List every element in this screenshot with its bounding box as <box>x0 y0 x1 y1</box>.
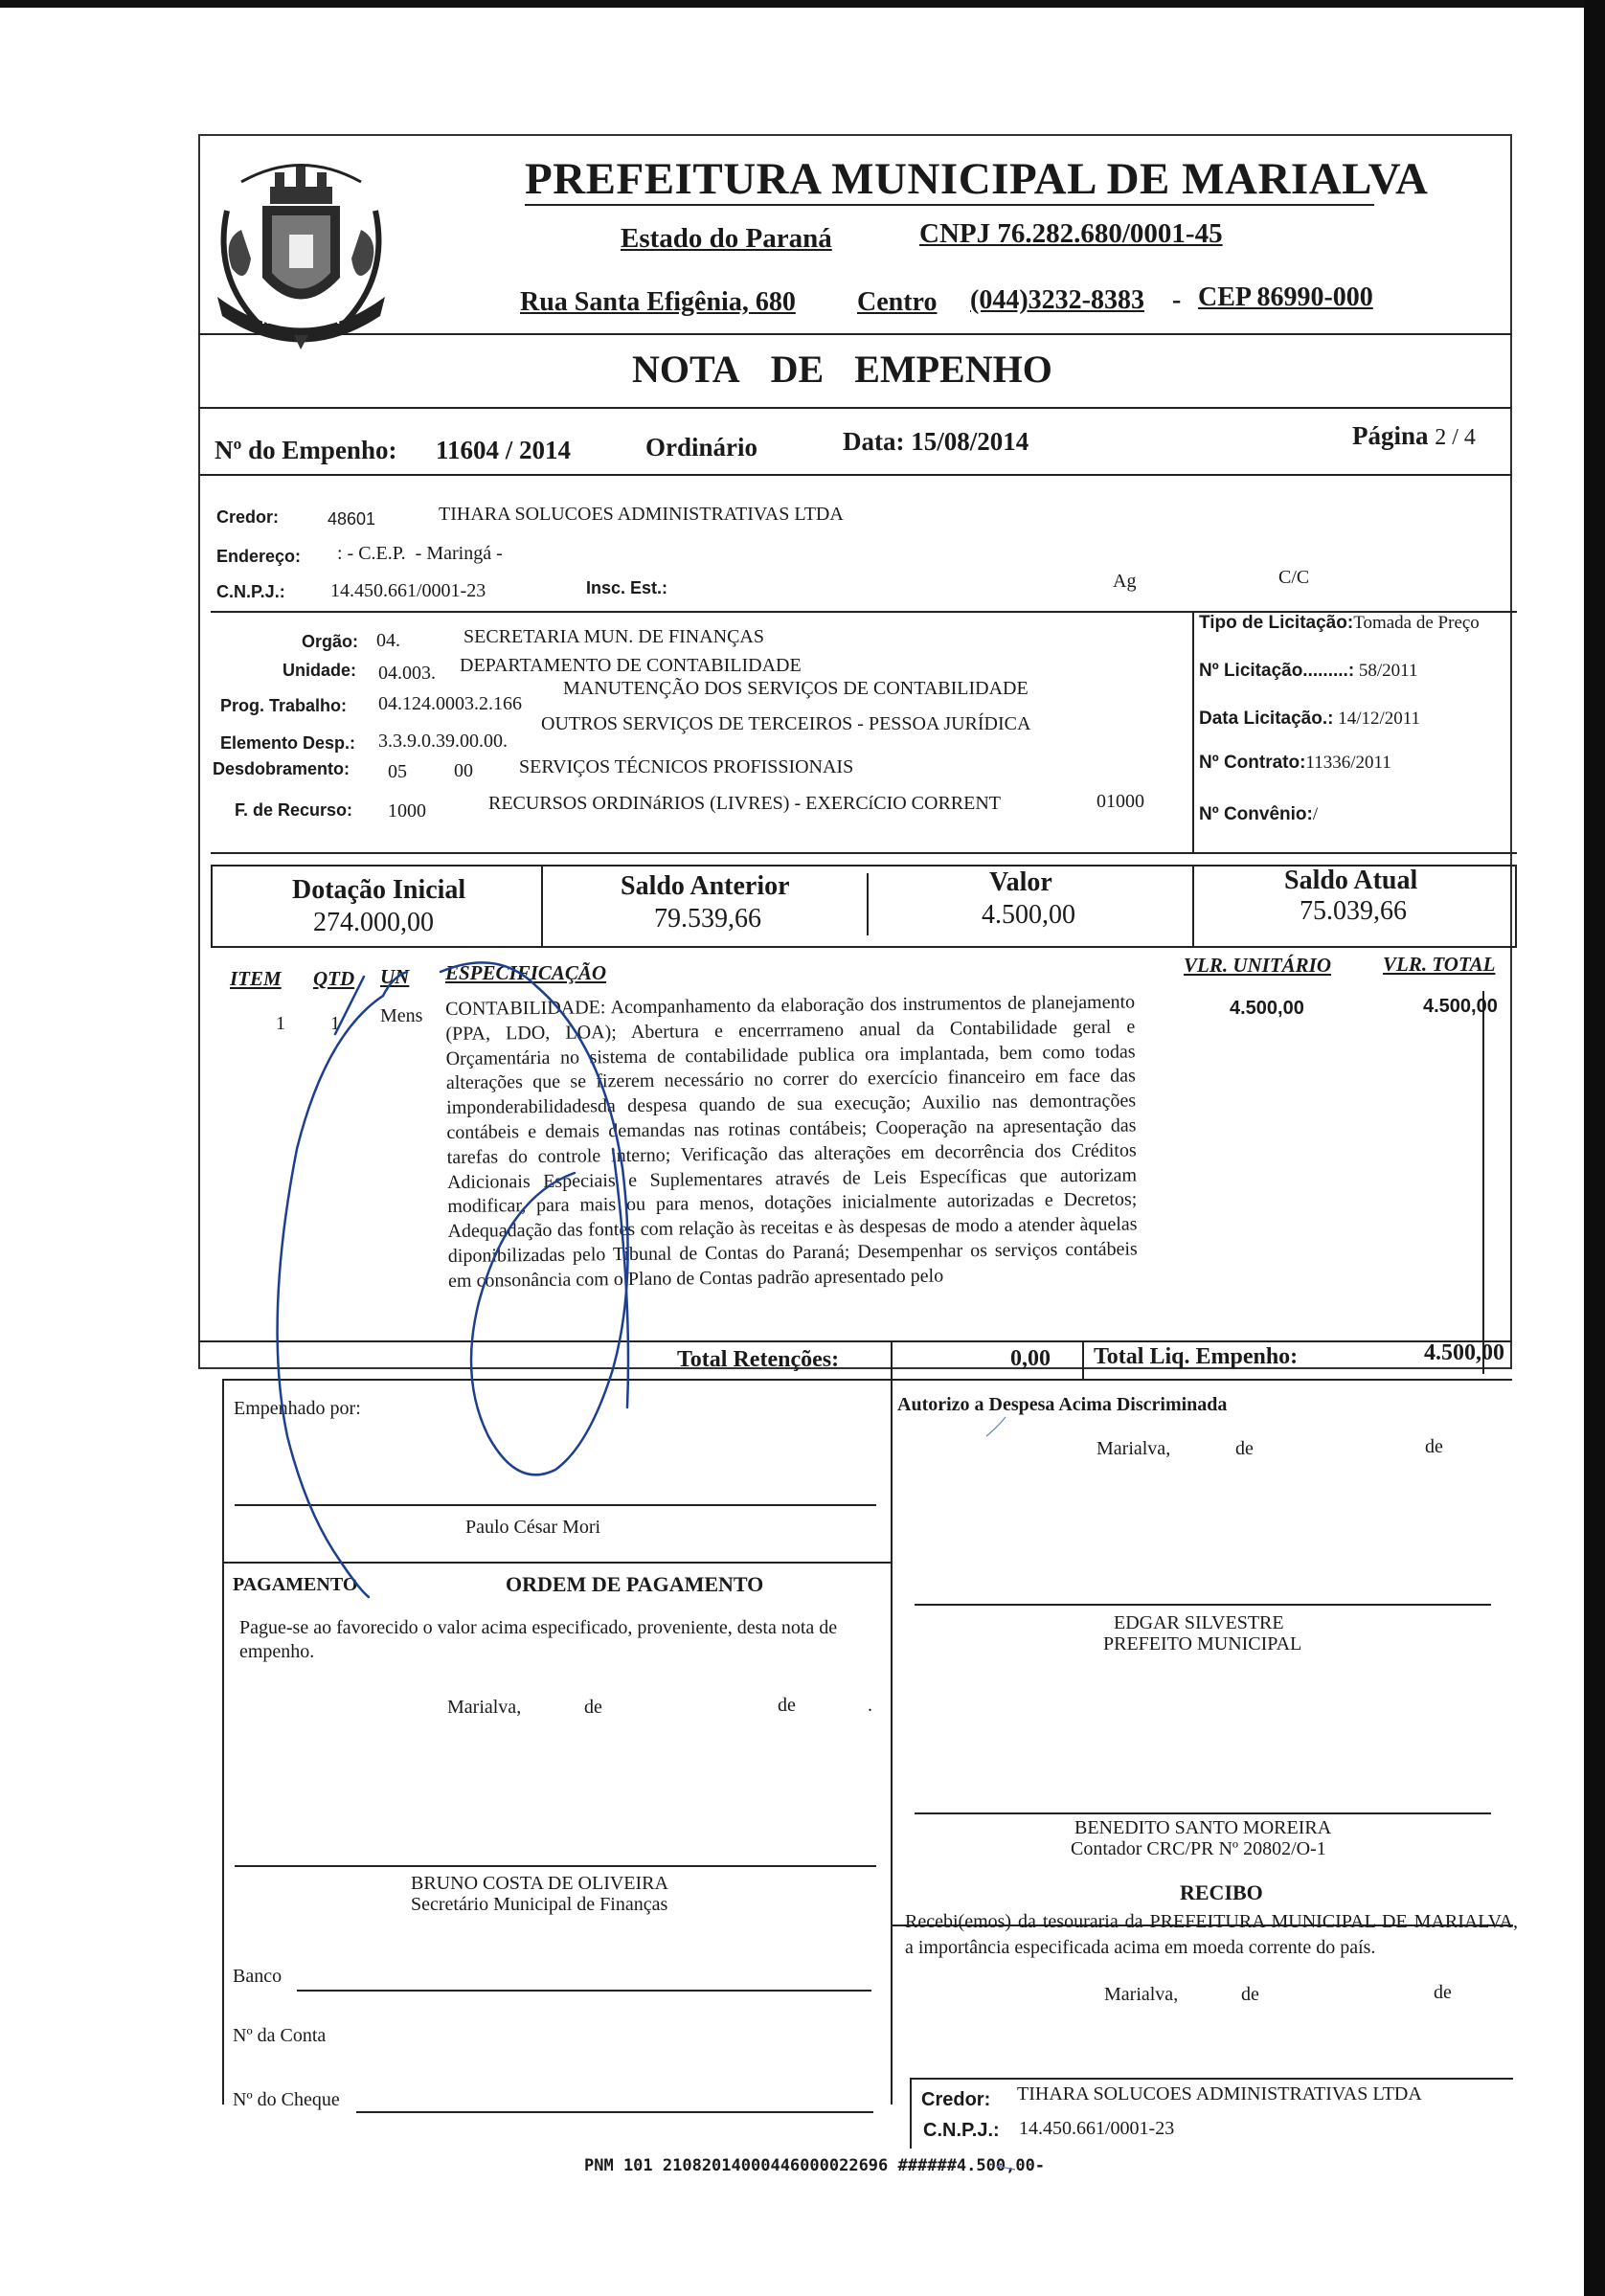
licitacao-convenio-value: / <box>1312 804 1319 824</box>
contador-role: Contador CRC/PR Nº 20802/O-1 <box>1071 1838 1326 1859</box>
page-label: Página <box>1352 421 1429 450</box>
licitacao-numero-label: Nº Licitação.........: <box>1199 661 1355 681</box>
header-phone: (044)3232-8383 <box>970 285 1144 315</box>
pagamento-label: PAGAMENTO <box>233 1574 358 1595</box>
conta-label: Nº da Conta <box>233 2025 327 2046</box>
recibo-text: Recebi(emos) da tesouraria da PREFEITURA MUNICIPAL DE MARIALVA, a importância especificada acima em moeda corrente do país. <box>905 1911 1518 1958</box>
desdob-name: SERVIÇOS TÉCNICOS PROFISSIONAIS <box>519 756 854 777</box>
pagamento-city: Marialva, <box>447 1697 522 1718</box>
dotacao-value: 274.000,00 <box>313 908 434 937</box>
header-state: Estado do Paraná <box>621 223 832 254</box>
secretario-name: BRUNO COSTA DE OLIVEIRA <box>411 1873 668 1894</box>
autorizo-de1: de <box>1235 1438 1254 1459</box>
footer-code: PNM 101 21082014000446000022696 ######4.500,00- <box>584 2156 1046 2175</box>
liq-value: 4.500,00 <box>1424 1340 1504 1365</box>
empenhado-label: Empenhado por: <box>234 1398 361 1419</box>
elemento-name: OUTROS SERVIÇOS DE TERCEIROS - PESSOA JURÍDICA <box>541 713 1031 734</box>
doc-title-nota: NOTA <box>632 348 740 391</box>
retencoes-value: 0,00 <box>1010 1346 1051 1371</box>
header-cnpj: CNPJ 76.282.680/0001-45 <box>919 218 1223 249</box>
elemento-code: 3.3.9.0.39.00.00. <box>378 731 508 752</box>
licitacao-tipo-label: Tipo de Licitação: <box>1199 613 1354 633</box>
header-street: Rua Santa Efigênia, 680 <box>520 287 796 317</box>
licitacao-contrato-value: 11336/2011 <box>1305 753 1391 773</box>
recurso-name: RECURSOS ORDINáRIOS (LIVRES) - EXERCíCIO CORRENT <box>488 793 1002 814</box>
recibo-de1: de <box>1241 1984 1259 2005</box>
desdob-label: Desdobramento: <box>213 759 350 778</box>
cheque-label: Nº do Cheque <box>233 2089 340 2110</box>
ordem-pagamento: ORDEM DE PAGAMENTO <box>506 1572 764 1596</box>
autorizo-city: Marialva, <box>1096 1438 1171 1459</box>
orgao-code: 04. <box>376 630 400 651</box>
contador-name: BENEDITO SANTO MOREIRA <box>1074 1817 1332 1838</box>
prog-name: MANUTENÇÃO DOS SERVIÇOS DE CONTABILIDADE <box>563 678 1029 699</box>
col-total: VLR. TOTAL <box>1383 953 1496 976</box>
anterior-value: 79.539,66 <box>654 904 761 934</box>
prog-code: 04.124.0003.2.166 <box>378 693 522 714</box>
pagamento-de2: de <box>778 1695 796 1716</box>
unidade-name: DEPARTAMENTO DE CONTABILIDADE <box>460 655 802 676</box>
item-total-value: 4.500,00 <box>1423 996 1498 1017</box>
recibo-de2: de <box>1434 1982 1452 2003</box>
col-unit: VLR. UNITÁRIO <box>1184 954 1332 977</box>
address-value: : - C.E.P. - Maringá - <box>337 543 503 564</box>
rodape-cnpj-value: 14.450.661/0001-23 <box>1019 2118 1175 2139</box>
insc-label: Insc. Est.: <box>586 578 668 597</box>
empenhado-name: Paulo César Mori <box>465 1517 601 1538</box>
recurso-label: F. de Recurso: <box>235 800 353 820</box>
credor-label: Credor: <box>216 507 280 527</box>
cnpj-value: 14.450.661/0001-23 <box>330 580 486 601</box>
licitacao-tipo-value: Tomada de Preço <box>1353 613 1480 633</box>
pagamento-dot: . <box>868 1695 872 1716</box>
item-qtd: 1 <box>330 1013 340 1034</box>
atual-value: 75.039,66 <box>1300 896 1407 926</box>
item-unit-value: 4.500,00 <box>1230 998 1304 1019</box>
pagamento-de1: de <box>584 1697 602 1718</box>
item-spec: CONTABILIDADE: Acompanhamento da elaboração dos instrumentos de planejamento (PPA, LDO, LOA); Abertura e encerrrameno anual da Contabilidade geral e Orçamentária no sistema de contabilidade publica ora implantada, bem como todas alterações que se fizerem necessário no correr do exercício financeiro em face das imponderabilidadesda despesa quando de sua execução; Auxilio nas demontrações contábeis e demais demandas nas rotinas contábeis; Cooperação na apresentação das tarefas do controle interno; Verificação das alterações em decorrência dos Créditos Adicionais Especiais e Suplementares através de Leis Específicas que autorizam modificar, para mais ou para menos, dotações inicialmente autorizadas e Decretos; Adequadação das fontes com relação às receitas e às despesas de modo a atender àquelas diponibilizadas pelo Tibunal de Contas do Paraná; Desempenhar os serviços contábeis em consonância com o Plano de Contas padrão apresentado pelo <box>445 991 1138 1292</box>
item-un: Mens <box>380 1005 423 1026</box>
autorizo-de2: de <box>1425 1436 1443 1457</box>
empenho-date-value: 15/08/2014 <box>911 427 1029 456</box>
prefeito-role: PREFEITO MUNICIPAL <box>1103 1633 1302 1654</box>
valor-value: 4.500,00 <box>982 900 1075 930</box>
recurso-code: 1000 <box>388 800 426 822</box>
licitacao-numero-value: 58/2011 <box>1358 661 1418 681</box>
desdob-code1: 05 <box>388 761 407 782</box>
banco-label: Banco <box>233 1966 283 1987</box>
valor-label: Valor <box>989 867 1052 897</box>
unidade-label: Unidade: <box>283 661 357 680</box>
ag-label: Ag <box>1113 571 1137 592</box>
licitacao-convenio-label: Nº Convênio: <box>1199 804 1313 824</box>
licitacao-data-label: Data Licitação.: <box>1199 709 1334 729</box>
item-number: 1 <box>276 1013 285 1034</box>
prefeito-name: EDGAR SILVESTRE <box>1114 1612 1284 1633</box>
col-item: ITEM <box>230 967 282 990</box>
col-un: UN <box>380 965 410 988</box>
liq-label: Total Liq. Empenho: <box>1094 1344 1299 1369</box>
retencoes-label: Total Retenções: <box>677 1347 840 1372</box>
col-qtd: QTD <box>313 967 355 990</box>
empenho-date-label: Data: <box>843 427 905 456</box>
credor-code: 48601 <box>328 509 376 529</box>
cnpj-label: C.N.P.J.: <box>216 582 285 601</box>
recibo-title: RECIBO <box>1180 1880 1263 1904</box>
autorizo-label: Autorizo a Despesa Acima Discriminada <box>897 1394 1228 1415</box>
credor-name: TIHARA SOLUCOES ADMINISTRATIVAS LTDA <box>439 504 844 525</box>
anterior-label: Saldo Anterior <box>621 871 790 901</box>
rodape-credor-name: TIHARA SOLUCOES ADMINISTRATIVAS LTDA <box>1017 2083 1422 2105</box>
licitacao-data-value: 14/12/2011 <box>1338 709 1421 729</box>
dotacao-label: Dotação Inicial <box>292 875 466 905</box>
col-spec: ESPECIFICAÇÃO <box>445 961 607 984</box>
desdob-code2: 00 <box>454 760 473 781</box>
rodape-cnpj-label: C.N.P.J.: <box>923 2120 1000 2141</box>
recibo-city: Marialva, <box>1104 1984 1179 2005</box>
page-title: PREFEITURA MUNICIPAL DE MARIALVA <box>525 154 1429 204</box>
svg-text:MARIALVA: MARIALVA <box>260 311 341 327</box>
orgao-label: Orgão: <box>302 632 359 651</box>
prog-label: Prog. Trabalho: <box>220 696 348 715</box>
elemento-label: Elemento Desp.: <box>220 733 356 753</box>
doc-title-empenho: EMPENHO <box>854 348 1052 391</box>
unidade-code: 04.003. <box>378 663 436 684</box>
header-dash: - <box>1172 285 1182 315</box>
cc-label: C/C <box>1278 567 1310 588</box>
empenho-type: Ordinário <box>645 433 758 461</box>
header-cep: CEP 86990-000 <box>1198 282 1373 312</box>
empenho-number-label: Nº do Empenho: <box>215 436 397 464</box>
rodape-credor-label: Credor: <box>921 2089 991 2110</box>
recurso-extra: 01000 <box>1096 791 1144 812</box>
header-district: Centro <box>857 287 938 317</box>
atual-label: Saldo Atual <box>1284 866 1418 895</box>
doc-title-de: DE <box>770 348 825 391</box>
orgao-name: SECRETARIA MUN. DE FINANÇAS <box>463 626 764 647</box>
page-number: 2 / 4 <box>1435 425 1476 450</box>
licitacao-contrato-label: Nº Contrato: <box>1199 753 1306 773</box>
address-label: Endereço: <box>216 547 302 566</box>
pagamento-text: Pague-se ao favorecido o valor acima especificado, proveniente, desta nota de empenho. <box>239 1617 838 1662</box>
secretario-role: Secretário Municipal de Finanças <box>411 1894 668 1915</box>
empenho-number: 11604 / 2014 <box>436 436 572 464</box>
